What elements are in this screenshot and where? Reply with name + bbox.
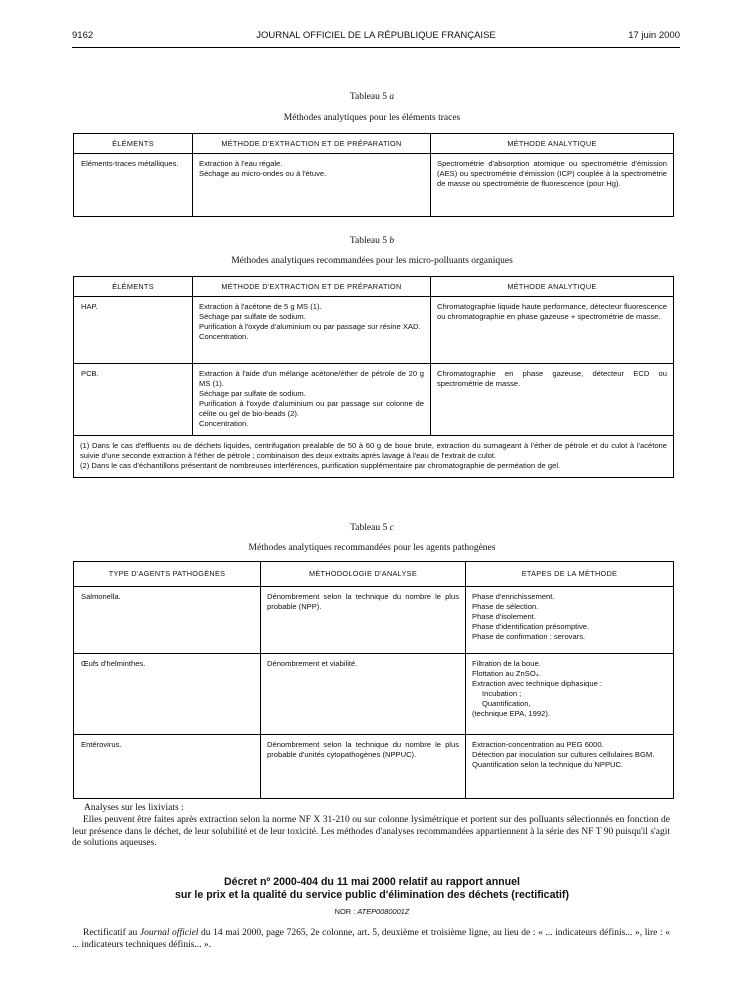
table-c-methodology: Dénombrement selon la technique du nombre le plus probable (NPP). xyxy=(267,592,459,611)
table-c-header-row xyxy=(74,562,674,587)
table-c-step: Phase d'enrichissement. xyxy=(472,592,555,601)
table-b-prep-line: Purification à l'oxyde d'aluminium ou par passage sur résine XAD. xyxy=(199,322,421,331)
table-c-step: Incubation ; xyxy=(482,689,522,698)
table-b-element: HAP. xyxy=(81,302,98,311)
table-c-agent-cell xyxy=(74,735,261,799)
table-a-header-method: MÉTHODE ANALYTIQUE xyxy=(431,134,674,154)
table-b-prep-cell xyxy=(193,364,431,436)
table-c-agent: Salmonella. xyxy=(81,592,121,601)
decree-title-line-1: Décret nº 2000-404 du 11 mai 2000 relatif au rapport annuel xyxy=(224,876,520,888)
table-c-step: Extraction-concentration au PEG 6000. xyxy=(472,740,604,749)
footnote-1: (1) Dans le cas d'effluents ou de déchets liquides, centrifugation préalable de 50 à 60 g de boue brute, extraction du surnageant à l'éther de pétrole et du culot à l'acétone suivie d'une seconde extraction à l'éther de pétrole ; combinaison des deux extraits après lavage à l'eau de l'extrait de culot. xyxy=(80,441,667,460)
table-b-element-cell xyxy=(74,364,193,436)
table-c-step: Quantification, xyxy=(482,699,531,708)
table-a-prep-cell xyxy=(193,154,431,217)
table-a-method-cell xyxy=(431,154,674,217)
table-c-step: Flottation au ZnSO₄. xyxy=(472,669,541,678)
table-b-label-letter: b xyxy=(389,236,395,246)
table-c-steps-cell xyxy=(466,735,674,799)
table-a-header-prep: MÉTHODE D'EXTRACTION ET DE PRÉPARATION xyxy=(193,134,431,154)
table-a-header-row xyxy=(74,134,674,154)
table-a-subtitle: Méthodes analytiques pour les éléments traces xyxy=(283,113,461,123)
table-c-agent: Œufs d'helminthes. xyxy=(81,659,146,668)
table-b-header-prep: MÉTHODE D'EXTRACTION ET DE PRÉPARATION xyxy=(193,277,431,297)
page-header xyxy=(72,30,680,46)
decree-title-line-2: sur le prix et la qualité du service public d'élimination des déchets (rectificatif) xyxy=(174,888,569,901)
table-b-prep-cell xyxy=(193,297,431,364)
table-c-methodology-cell xyxy=(261,587,466,654)
table-c-label xyxy=(72,523,672,533)
table-row xyxy=(74,587,674,654)
table-b-notes-row xyxy=(74,436,674,478)
table-b-prep-line: Extraction à l'acétone de 5 g MS (1). xyxy=(199,302,322,311)
table-b-method-cell xyxy=(431,297,674,364)
table-b-prep-line: Concentration. xyxy=(199,419,249,428)
table-c-label-prefix: Tableau 5 xyxy=(350,523,388,533)
table-row xyxy=(74,654,674,735)
journal-title: JOURNAL OFFICIEL DE LA RÉPUBLIQUE FRANÇAISE xyxy=(256,30,496,41)
table-a-method: Spectrométrie d'absorption atomique ou spectrométrie d'émission (AES) ou spectrométrie d'émission (ICP) couplée à la spectrométrie de masse ou spectrométrie de fluorescence (pour Hg). xyxy=(437,159,667,188)
table-c-step: Extraction avec technique diphasique : xyxy=(472,679,603,688)
table-b-prep-line: Purification à l'oxyde d'aluminium ou par passage sur colonne de célite ou gel de bio-beads (2). xyxy=(199,399,424,418)
table-a-label xyxy=(72,92,672,102)
decree-title xyxy=(72,876,672,901)
rectificatif-paragraph xyxy=(72,928,670,951)
table-row xyxy=(74,735,674,799)
table-b-element: PCB. xyxy=(81,369,99,378)
table-c-methodology: Dénombrement et viabilité. xyxy=(267,659,358,668)
table-c-step: Phase de confirmation : serovars. xyxy=(472,632,586,641)
table-c-header-methodology: MÉTHODOLOGIE D'ANALYSE xyxy=(261,562,466,587)
table-row xyxy=(74,154,674,217)
table-b-prep-line: Séchage par sulfate de sodium. xyxy=(199,312,306,321)
table-c-agent: Entérovirus. xyxy=(81,740,122,749)
nor-reference xyxy=(72,907,672,916)
header-rule xyxy=(72,47,680,48)
table-b-prep-line: Concentration. xyxy=(199,332,249,341)
table-b-header-method: MÉTHODE ANALYTIQUE xyxy=(431,277,674,297)
table-a-header-elements: ÉLÉMENTS xyxy=(74,134,193,154)
page-number: 9162 xyxy=(72,30,94,41)
table-b-notes xyxy=(74,436,674,478)
table-a-label-letter: a xyxy=(389,92,395,102)
table-c-methodology-cell xyxy=(261,654,466,735)
table-c-step: Quantification selon la technique du NPPUC. xyxy=(472,760,624,769)
table-c-agent-cell xyxy=(74,654,261,735)
table-c-subtitle: Méthodes analytiques recommandées pour les agents pathogènes xyxy=(248,543,496,553)
table-b-method: Chromatographie en phase gazeuse, détecteur ECD ou spectrométrie de masse. xyxy=(437,369,667,388)
footnote-2: (2) Dans le cas d'échantillons présentant de nombreuses interférences, purification supplémentaire par chromatographie de perméation de gel. xyxy=(80,461,561,470)
table-a-label-prefix: Tableau 5 xyxy=(349,92,387,102)
table-b-method-cell xyxy=(431,364,674,436)
table-c-step: Phase d'isolement. xyxy=(472,612,536,621)
nor-code: ATEP0080001Z xyxy=(357,907,410,916)
rectificatif-body: du 14 mai 2000, page 7265, 2e colonne, art. 5, deuxième et troisième ligne, au lieu de : « ... indicateurs définis... », lire : « ... indicateurs techniques définis... ». xyxy=(72,928,670,950)
table-c-steps-cell xyxy=(466,654,674,735)
table-b-method: Chromatographie liquide haute performance, détecteur fluorescence ou chromatographie en phase gazeuse + spectrométrie de masse. xyxy=(437,302,667,321)
analyses-paragraph: Elles peuvent être faites après extraction selon la norme NF X 31-210 ou sur colonne lysimétrique et portent sur des polluants sélectionnés en fonction de leur présence dans le déchet, de leur solubilité et de leur toxicité. Les méthodes d'analyses recommandées appartiennent à la série des NF T 90 puisqu'il s'agit de solutions aqueuses. xyxy=(72,815,670,848)
table-c-label-letter: c xyxy=(389,523,394,533)
table-c-agent-cell xyxy=(74,587,261,654)
table-c-step: Détection par inoculation sur cultures cellulaires BGM. xyxy=(472,750,655,759)
rectificatif-intro: Rectificatif au xyxy=(83,928,140,938)
table-b-label-prefix: Tableau 5 xyxy=(349,236,387,246)
table-b-header-row xyxy=(74,277,674,297)
table-c-step: Filtration de la boue. xyxy=(472,659,541,668)
table-a-element-cell xyxy=(74,154,193,217)
table-b-label xyxy=(72,236,672,246)
table-b-prep-line: Extraction à l'aide d'un mélange acétone/éther de pétrole de 20 g MS (1). xyxy=(199,369,424,388)
issue-date: 17 juin 2000 xyxy=(628,30,680,41)
table-a-prep-line: Extraction à l'eau régale. xyxy=(199,159,283,168)
table-c-header-agents: TYPE D'AGENTS PATHOGÈNES xyxy=(74,562,261,587)
journal-name: Journal officiel xyxy=(139,928,199,938)
table-c-step: Phase d'identification présomptive. xyxy=(472,622,590,631)
table-b-subtitle: Méthodes analytiques recommandées pour les micro-polluants organiques xyxy=(231,256,513,266)
table-row xyxy=(74,297,674,364)
table-a-element: Eléments-traces métalliques. xyxy=(81,159,179,168)
table-b-element-cell xyxy=(74,297,193,364)
table-c-methodology-cell xyxy=(261,735,466,799)
analyses-title: Analyses sur les lixiviats : xyxy=(84,803,184,813)
table-c-header-steps: ETAPES DE LA MÉTHODE xyxy=(466,562,674,587)
table-c-steps-cell xyxy=(466,587,674,654)
table-c-step: (technique EPA, 1992). xyxy=(472,709,550,718)
table-b-header-elements: ÉLÉMENTS xyxy=(74,277,193,297)
table-a xyxy=(73,133,674,217)
table-b-prep-line: Séchage par sulfate de sodium. xyxy=(199,389,306,398)
table-c-step: Phase de sélection. xyxy=(472,602,539,611)
nor-label: NOR : xyxy=(334,907,356,916)
table-b xyxy=(73,276,674,478)
table-row xyxy=(74,364,674,436)
table-c xyxy=(73,561,674,799)
table-c-methodology: Dénombrement selon la technique du nombre le plus probable d'unités cytopathogènes (NPPUC). xyxy=(267,740,459,759)
table-a-prep-line: Séchage au micro-ondes ou à l'étuve. xyxy=(199,169,327,178)
